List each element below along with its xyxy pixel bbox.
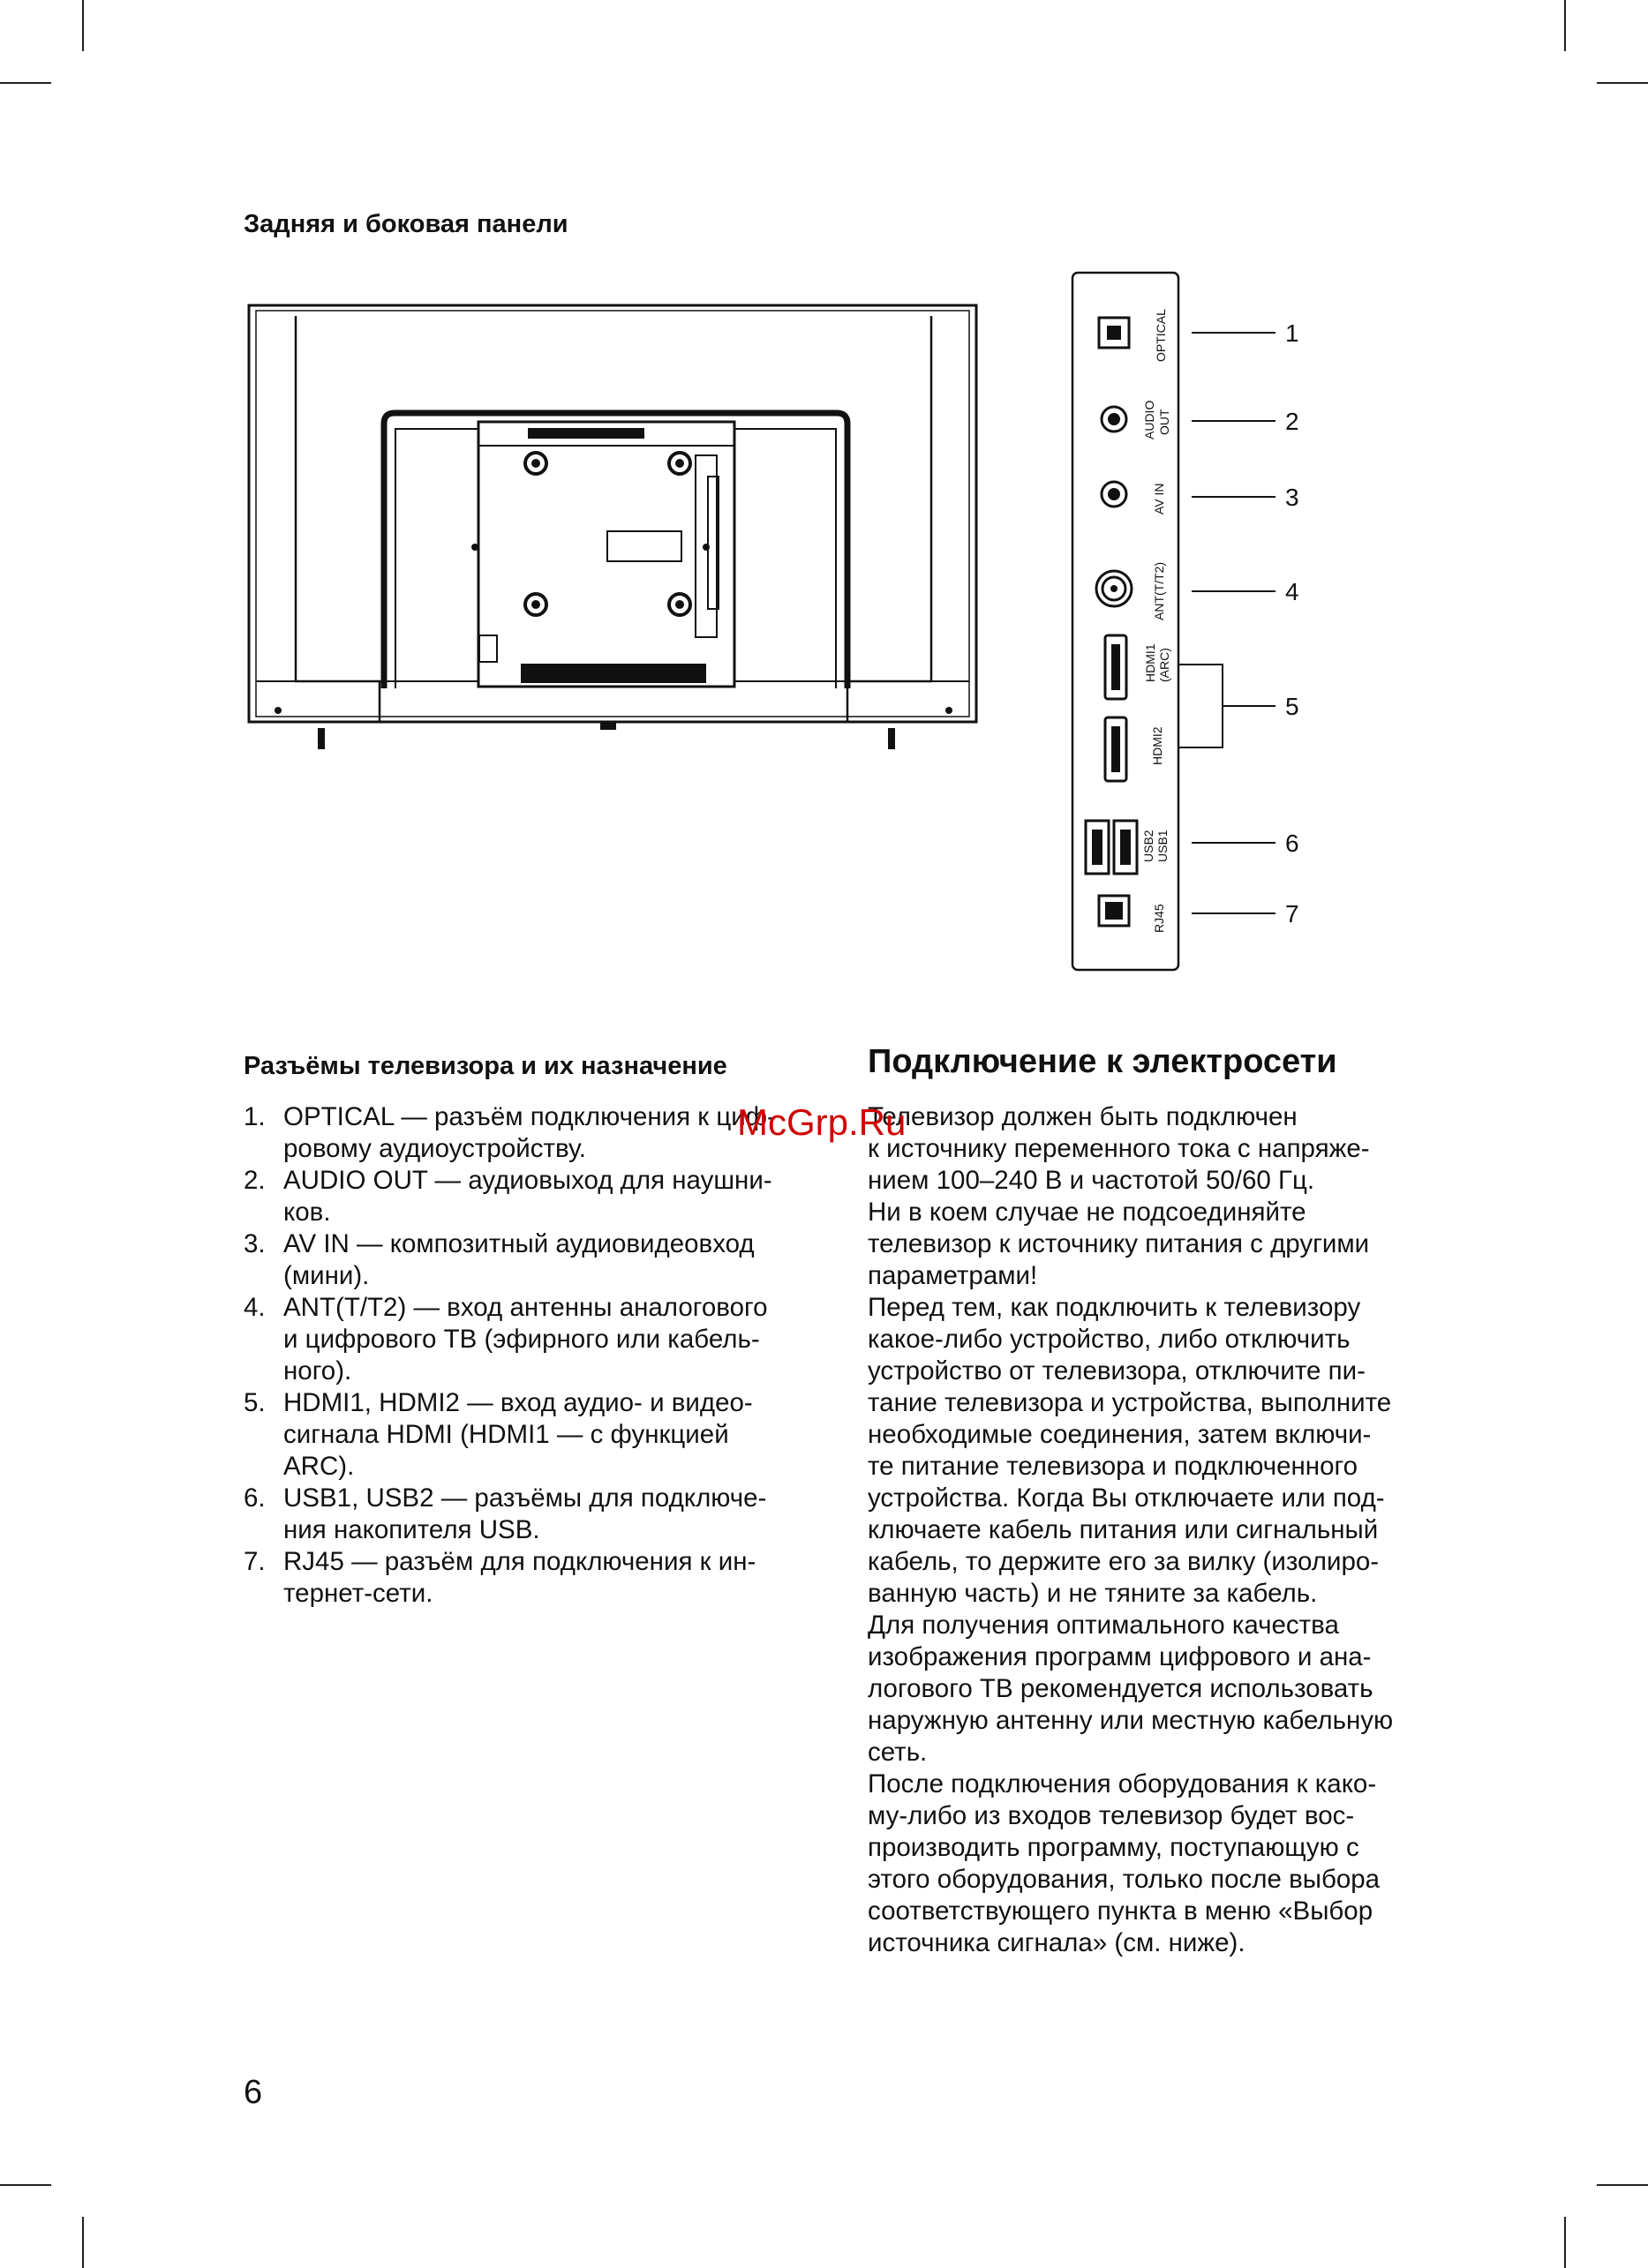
list-line: ровому аудиоустройству. [283,1134,586,1163]
text-line: Ни в коем случае не подсоединяйте [868,1198,1306,1227]
text-line: тание телевизора и устройства, выполните [868,1388,1392,1417]
list-number: 4. [244,1293,266,1322]
port-label: OPTICAL [1154,309,1168,362]
list-line: USB1, USB2 — разъёмы для подключе- [283,1483,767,1513]
list-line: ков. [283,1198,331,1227]
text-line: наружную антенну или местную кабельную [868,1706,1394,1735]
text-line: устройство от телевизора, отключите пи- [868,1356,1366,1386]
connectors-list [244,1101,826,1610]
crop-mark [82,2217,84,2268]
list-item [244,1292,826,1387]
list-number: 1. [244,1102,266,1131]
callout-number: 1 [1285,319,1299,347]
list-line: ного). [283,1356,352,1386]
list-item [244,1228,826,1292]
port-label: AV IN [1152,483,1166,514]
text-line: телевизор к источнику питания с другими [868,1229,1370,1258]
list-item [244,1546,826,1610]
text-line: к источнику переменного тока с напряже- [868,1134,1370,1163]
list-number: 3. [244,1229,266,1258]
text-line: необходимые соединения, затем включи- [868,1420,1372,1449]
callout-number: 5 [1285,693,1299,720]
port-label: (ARC) [1157,648,1171,682]
text-line: ванную часть) и не тяните за кабель. [868,1579,1318,1608]
page-number: 6 [244,2074,263,2111]
audio-out-port-icon [1102,407,1126,432]
crop-mark [1597,82,1648,84]
connectors-title: Разъёмы телевизора и их назначение [244,1052,727,1080]
crop-mark [1564,0,1566,51]
crop-mark [0,82,51,84]
list-line: тернет-сети. [283,1579,433,1608]
crop-mark [82,0,84,51]
list-number: 5. [244,1388,266,1417]
text-line: После подключения оборудования к како- [868,1769,1377,1799]
antenna-port-icon [1096,571,1132,606]
text-line: те питание телевизора и подключенного [868,1452,1358,1481]
list-line: OPTICAL — разъём подключения к циф- [283,1102,776,1131]
port-label: ANT(T/T2) [1152,561,1166,620]
rj45-port-icon [1099,896,1129,926]
watermark: McGrp.Ru [737,1101,907,1143]
port-label: RJ45 [1152,904,1166,933]
av-in-port-icon [1102,482,1126,507]
list-item [244,1165,826,1228]
power-text [868,1101,1450,1959]
text-line: этого оборудования, только после выбора [868,1865,1381,1894]
section-title: Задняя и боковая панели [244,210,568,238]
list-line: AV IN — композитный аудиовидеовход [283,1229,755,1258]
callout-number: 2 [1285,408,1299,435]
list-line: ANT(T/T2) — вход антенны аналогового [283,1293,768,1322]
crop-mark [0,2184,51,2186]
port-label: OUT [1157,409,1171,435]
text-line: Для получения оптимального качества [868,1611,1339,1640]
tv-rear-illustration [247,300,980,759]
text-line: изображения программ цифрового и ана- [868,1642,1372,1671]
port-label: HDMI1 [1143,643,1157,682]
side-panel-diagram [1059,269,1324,975]
list-line: (мини). [283,1261,370,1290]
port-label: HDMI2 [1150,726,1164,765]
list-line: AUDIO OUT — аудиовыход для наушни- [283,1166,772,1195]
port-label: USB1 [1155,830,1170,862]
optical-port-icon [1099,318,1129,348]
text-line: параметрами! [868,1261,1038,1290]
text-line: му-либо из входов телевизор будет вос- [868,1801,1355,1830]
text-line: ключаете кабель питания или сигнальный [868,1515,1379,1544]
crop-mark [1564,2217,1566,2268]
text-line: производить программу, поступающую с [868,1833,1359,1862]
list-item [244,1387,826,1483]
text-line: какое-либо устройство, либо отключить [868,1325,1351,1354]
list-number: 6. [244,1483,266,1513]
hdmi1-port-icon [1105,635,1126,699]
port-label: AUDIO [1142,400,1156,439]
text-line: источника сигнала» (см. ниже). [868,1928,1245,1957]
text-line: кабель, то держите его за вилку (изолиро- [868,1547,1380,1576]
list-item [244,1483,826,1546]
text-line: логового ТВ рекомендуется использовать [868,1674,1373,1703]
text-line: соответствующего пункта в меню «Выбор [868,1896,1373,1926]
crop-mark [1597,2184,1648,2186]
text-line: сеть. [868,1738,928,1767]
text-line: нием 100–240 В и частотой 50/60 Гц. [868,1166,1315,1195]
port-label: USB2 [1141,830,1155,862]
callout-number: 4 [1285,578,1299,605]
text-line: Телевизор должен быть подключен [868,1102,1298,1131]
list-line: RJ45 — разъём для подключения к ин- [283,1547,756,1576]
callout-number: 7 [1285,900,1299,927]
list-number: 7. [244,1547,266,1576]
list-line: и цифрового ТВ (эфирного или кабель- [283,1325,760,1354]
power-heading: Подключение к электросети [868,1043,1337,1080]
list-line: ния накопителя USB. [283,1515,540,1544]
usb-ports-icon [1086,821,1137,874]
list-line: сигнала HDMI (HDMI1 — с функцией [283,1420,729,1449]
list-number: 2. [244,1166,266,1195]
text-line: устройства. Когда Вы отключаете или под- [868,1483,1385,1513]
callout-number: 6 [1285,830,1299,857]
list-line: HDMI1, HDMI2 — вход аудио- и видео- [283,1388,753,1417]
list-line: ARC). [283,1452,355,1481]
text-line: Перед тем, как подключить к телевизору [868,1293,1361,1322]
callout-number: 3 [1285,484,1299,511]
hdmi2-port-icon [1105,717,1126,781]
